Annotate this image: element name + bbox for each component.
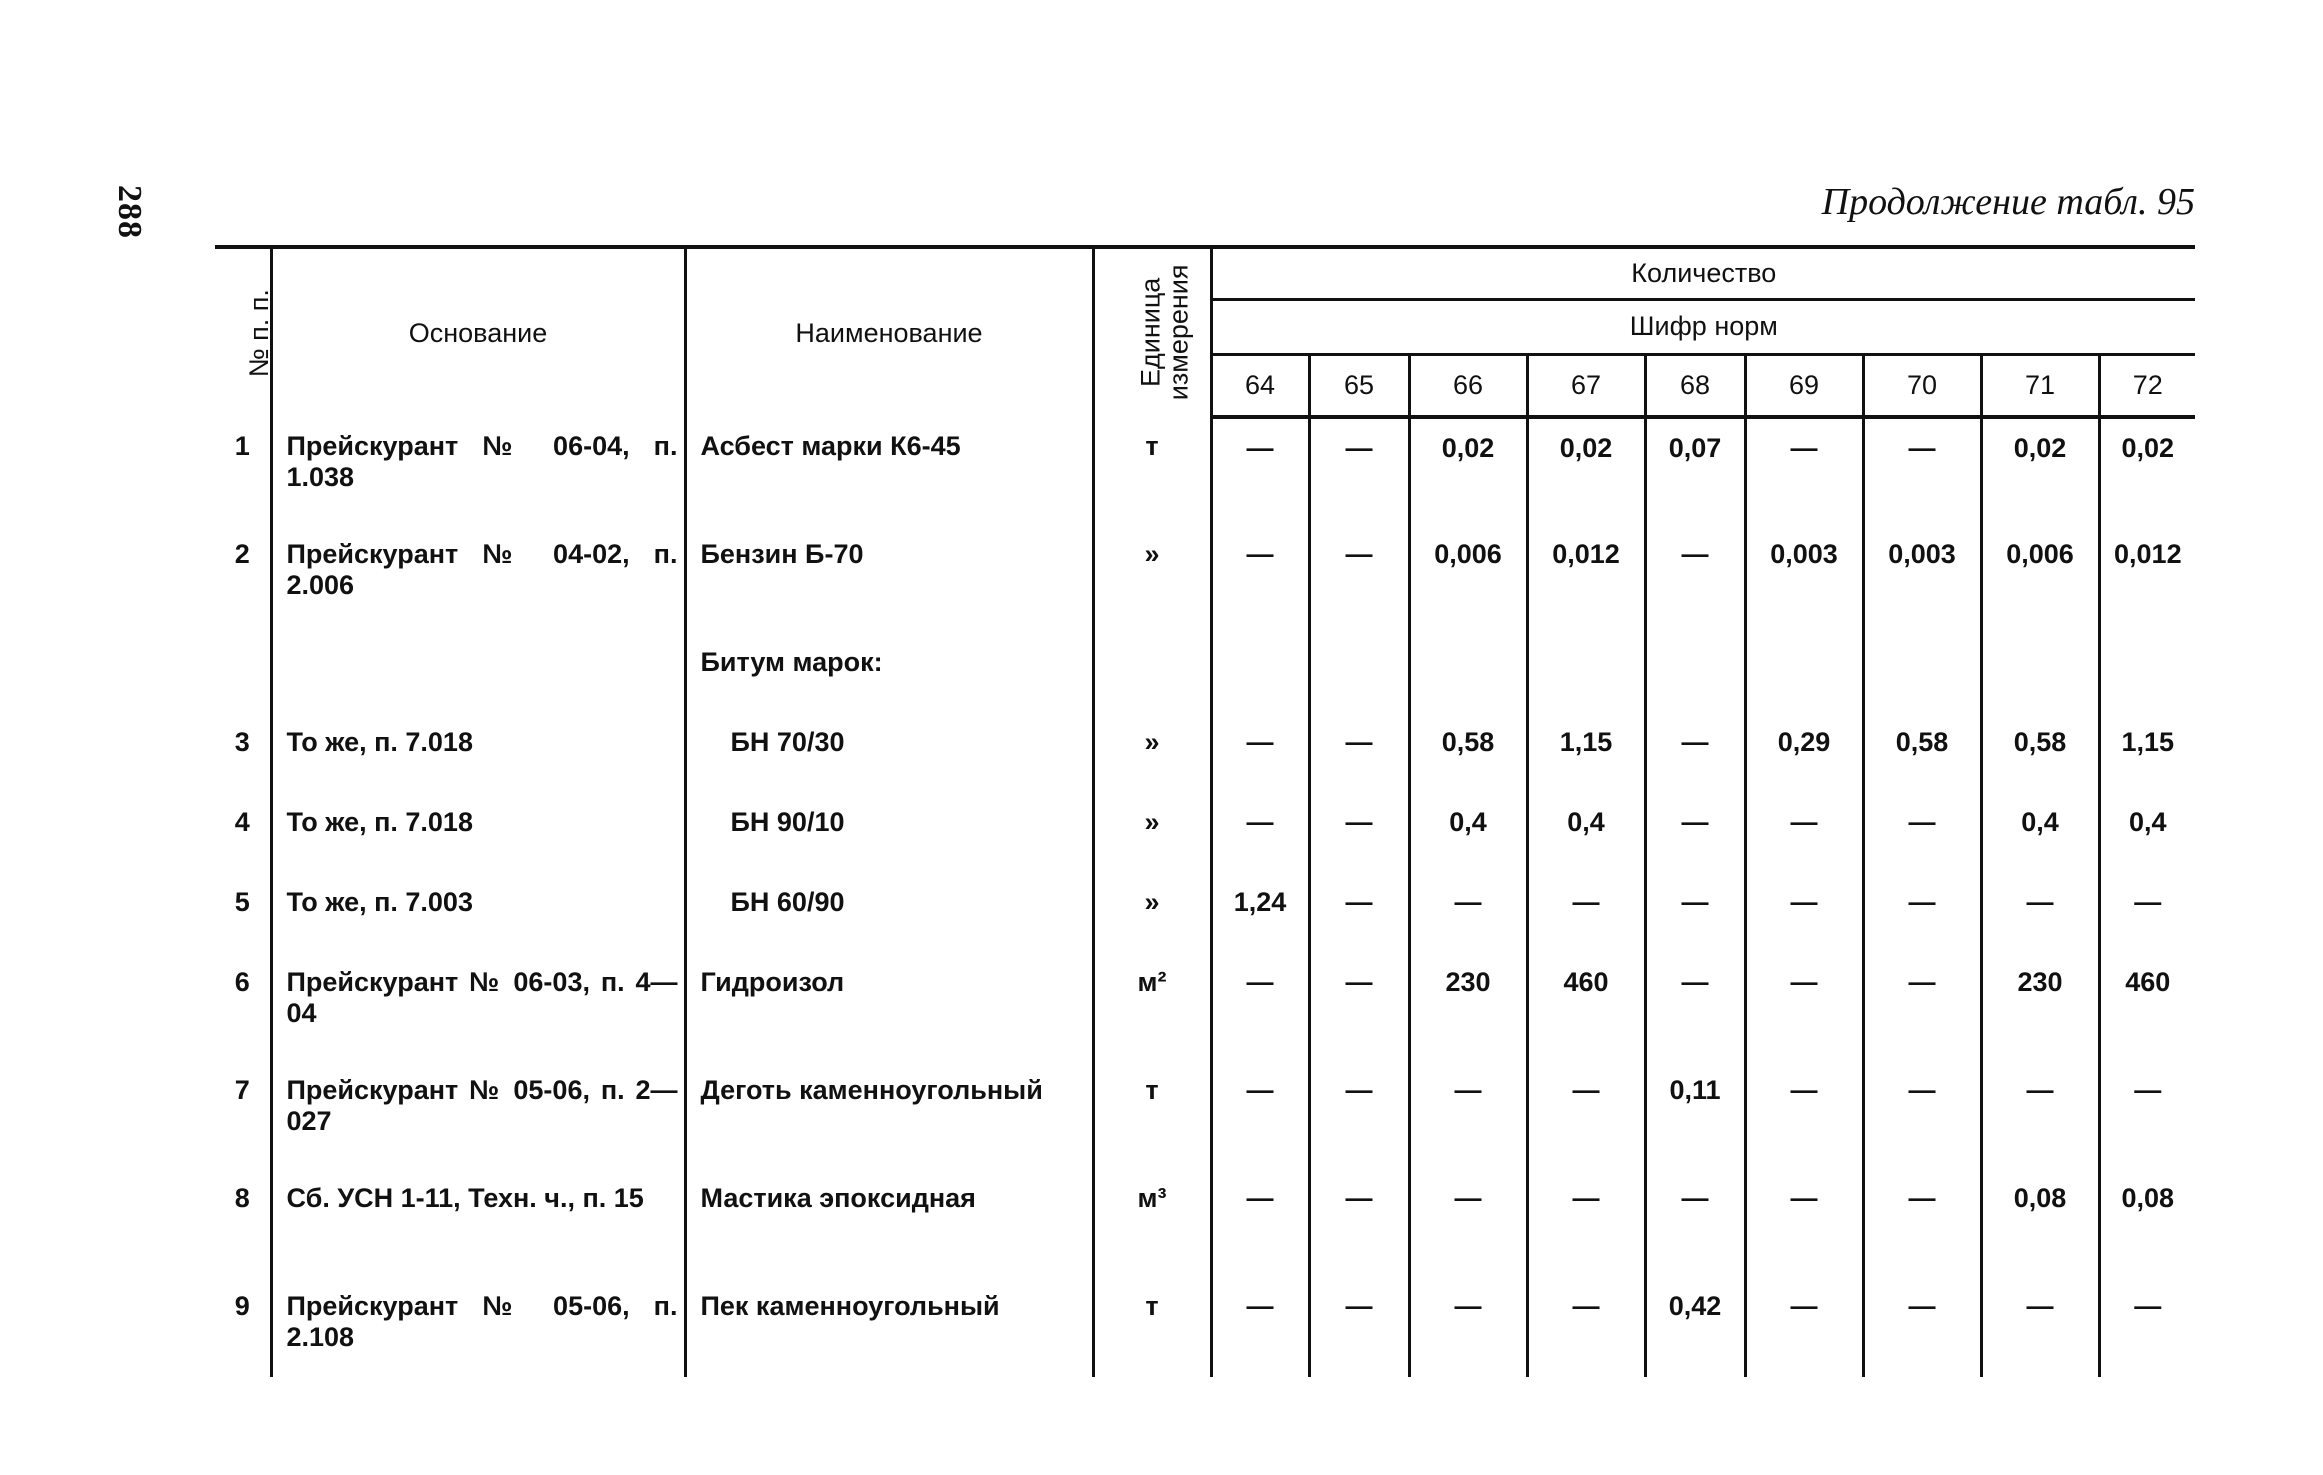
header-code-5: 69 (1745, 354, 1863, 417)
header-basis: Основание (271, 247, 685, 417)
row-value-72: 1,15 (2099, 713, 2195, 793)
row-value-66: — (1409, 873, 1527, 953)
row-value-72 (2099, 633, 2195, 713)
header-name: Наименование (685, 247, 1093, 417)
row-value-69: 0,003 (1745, 525, 1863, 633)
row-value-65: — (1309, 953, 1409, 1061)
row-basis: То же, п. 7.018 (271, 793, 685, 873)
row-value-69 (1745, 633, 1863, 713)
row-basis: То же, п. 7.003 (271, 873, 685, 953)
row-name: Бензин Б-70 (685, 525, 1093, 633)
header-num-label: № п. п. (243, 288, 274, 377)
row-value-72: 0,012 (2099, 525, 2195, 633)
materials-table (215, 245, 2195, 1377)
row-name: БН 90/10 (685, 793, 1093, 873)
row-basis: Сб. УСН 1-11, Техн. ч., п. 15 (271, 1169, 685, 1277)
row-value-72: 0,02 (2099, 417, 2195, 525)
table-row (215, 873, 2195, 953)
row-value-64: — (1211, 417, 1309, 525)
row-value-69: 0,29 (1745, 713, 1863, 793)
header-codes: Шифр норм (1211, 300, 2195, 355)
row-value-70: — (1863, 793, 1981, 873)
header-quantity: Количество (1211, 247, 2195, 300)
row-value-64: — (1211, 1277, 1309, 1377)
table-row (215, 1061, 2195, 1169)
header-code-0: 64 (1211, 354, 1309, 417)
row-value-68 (1645, 633, 1745, 713)
row-value-66: 0,58 (1409, 713, 1527, 793)
row-unit: » (1093, 525, 1211, 633)
row-value-67: — (1527, 1277, 1645, 1377)
row-basis: Прейскурант № 06-04, п. 1.038 (271, 417, 685, 525)
table-row (215, 525, 2195, 633)
row-value-67: — (1527, 1061, 1645, 1169)
row-value-65: — (1309, 713, 1409, 793)
row-value-65: — (1309, 793, 1409, 873)
row-value-65: — (1309, 1061, 1409, 1169)
row-value-66: 0,02 (1409, 417, 1527, 525)
row-value-65: — (1309, 525, 1409, 633)
row-basis: То же, п. 7.018 (271, 713, 685, 793)
row-value-71 (1981, 633, 2099, 713)
row-basis: Прейскурант № 06-03, п. 4—04 (271, 953, 685, 1061)
table-row (215, 1277, 2195, 1377)
row-value-66: 0,006 (1409, 525, 1527, 633)
table-row (215, 1169, 2195, 1277)
row-number: 4 (234, 807, 250, 837)
row-value-68: — (1645, 1169, 1745, 1277)
row-value-65 (1309, 633, 1409, 713)
row-value-64: — (1211, 1061, 1309, 1169)
row-value-70 (1863, 633, 1981, 713)
row-value-68: 0,42 (1645, 1277, 1745, 1377)
header-num (215, 247, 274, 417)
row-name: БН 60/90 (685, 873, 1093, 953)
page-number: 288 (111, 185, 148, 239)
row-value-64: — (1211, 1169, 1309, 1277)
header-code-8: 72 (2099, 354, 2195, 417)
row-unit: м² (1093, 953, 1211, 1061)
row-unit: т (1093, 1277, 1211, 1377)
row-value-70: — (1863, 1277, 1981, 1377)
row-name: Мастика эпоксидная (685, 1169, 1093, 1277)
row-value-66: 230 (1409, 953, 1527, 1061)
row-value-67: 0,4 (1527, 793, 1645, 873)
row-basis (271, 633, 685, 713)
table-row (215, 793, 2195, 873)
row-value-65: — (1309, 1277, 1409, 1377)
header-code-7: 71 (1981, 354, 2099, 417)
row-value-71: 0,58 (1981, 713, 2099, 793)
row-unit: т (1093, 417, 1211, 525)
row-basis: Прейскурант № 05-06, п. 2—027 (271, 1061, 685, 1169)
row-value-71: 0,08 (1981, 1169, 2099, 1277)
row-number: 2 (234, 539, 250, 569)
header-unit-label: Единица измерения (1135, 264, 1194, 401)
row-value-72: — (2099, 873, 2195, 953)
row-value-69: — (1745, 1169, 1863, 1277)
row-unit: » (1093, 713, 1211, 793)
row-value-64: — (1211, 793, 1309, 873)
row-number: 3 (234, 727, 250, 757)
row-number: 8 (234, 1183, 250, 1213)
row-value-68: — (1645, 873, 1745, 953)
row-number: 7 (234, 1075, 250, 1105)
row-value-72: 0,4 (2099, 793, 2195, 873)
row-unit: » (1093, 793, 1211, 873)
row-value-67: — (1527, 1169, 1645, 1277)
row-value-65: — (1309, 1169, 1409, 1277)
table-row (215, 713, 2195, 793)
row-name: Гидроизол (685, 953, 1093, 1061)
row-number: 9 (234, 1291, 250, 1321)
row-name: Пек каменноугольный (685, 1277, 1093, 1377)
row-value-71: 0,02 (1981, 417, 2099, 525)
row-value-69: — (1745, 417, 1863, 525)
row-value-68: — (1645, 793, 1745, 873)
row-value-70: — (1863, 417, 1981, 525)
row-value-64: — (1211, 525, 1309, 633)
continuation-title: Продолжение табл. 95 (1821, 181, 2195, 223)
row-value-72: 460 (2099, 953, 2195, 1061)
row-value-66: — (1409, 1277, 1527, 1377)
row-value-64: — (1211, 953, 1309, 1061)
header-code-4: 68 (1645, 354, 1745, 417)
row-value-72: — (2099, 1061, 2195, 1169)
row-value-67: 0,02 (1527, 417, 1645, 525)
row-value-71: — (1981, 873, 2099, 953)
row-value-72: — (2099, 1277, 2195, 1377)
row-value-69: — (1745, 1277, 1863, 1377)
row-value-71: — (1981, 1277, 2099, 1377)
row-value-70: — (1863, 953, 1981, 1061)
row-value-70: — (1863, 873, 1981, 953)
row-value-68: — (1645, 713, 1745, 793)
header-code-1: 65 (1309, 354, 1409, 417)
table-row (215, 417, 2195, 525)
row-value-64 (1211, 633, 1309, 713)
row-value-71: — (1981, 1061, 2099, 1169)
row-basis: Прейскурант № 04-02, п. 2.006 (271, 525, 685, 633)
row-value-68: — (1645, 525, 1745, 633)
row-value-66 (1409, 633, 1527, 713)
row-value-66: — (1409, 1061, 1527, 1169)
row-unit: » (1093, 873, 1211, 953)
row-value-67: 0,012 (1527, 525, 1645, 633)
row-value-71: 0,006 (1981, 525, 2099, 633)
row-value-65: — (1309, 873, 1409, 953)
row-number: 6 (234, 967, 250, 997)
row-name: Асбест марки К6-45 (685, 417, 1093, 525)
row-value-71: 230 (1981, 953, 2099, 1061)
row-value-72: 0,08 (2099, 1169, 2195, 1277)
row-value-67: — (1527, 873, 1645, 953)
row-unit (1093, 633, 1211, 713)
row-name: БН 70/30 (685, 713, 1093, 793)
row-value-68: 0,11 (1645, 1061, 1745, 1169)
row-unit: т (1093, 1061, 1211, 1169)
table-row (215, 953, 2195, 1061)
row-value-67 (1527, 633, 1645, 713)
row-name: Деготь каменноугольный (685, 1061, 1093, 1169)
row-value-69: — (1745, 873, 1863, 953)
header-code-2: 66 (1409, 354, 1527, 417)
row-value-64: — (1211, 713, 1309, 793)
row-value-71: 0,4 (1981, 793, 2099, 873)
row-name: Битум марок: (685, 633, 1093, 713)
row-basis: Прейскурант № 05-06, п. 2.108 (271, 1277, 685, 1377)
row-value-66: 0,4 (1409, 793, 1527, 873)
row-value-69: — (1745, 1061, 1863, 1169)
row-number: 5 (234, 887, 250, 917)
row-value-69: — (1745, 953, 1863, 1061)
row-value-68: 0,07 (1645, 417, 1745, 525)
row-unit: м³ (1093, 1169, 1211, 1277)
row-value-68: — (1645, 953, 1745, 1061)
row-value-65: — (1309, 417, 1409, 525)
row-value-70: 0,003 (1863, 525, 1981, 633)
header-code-3: 67 (1527, 354, 1645, 417)
table-row (215, 633, 2195, 713)
row-number (215, 633, 271, 713)
row-value-64: 1,24 (1211, 873, 1309, 953)
row-value-67: 1,15 (1527, 713, 1645, 793)
row-value-66: — (1409, 1169, 1527, 1277)
row-value-70: — (1863, 1169, 1981, 1277)
header-code-6: 70 (1863, 354, 1981, 417)
header-unit (1093, 247, 1211, 417)
row-value-70: 0,58 (1863, 713, 1981, 793)
row-value-70: — (1863, 1061, 1981, 1169)
row-value-67: 460 (1527, 953, 1645, 1061)
row-value-69: — (1745, 793, 1863, 873)
row-number: 1 (234, 431, 250, 461)
